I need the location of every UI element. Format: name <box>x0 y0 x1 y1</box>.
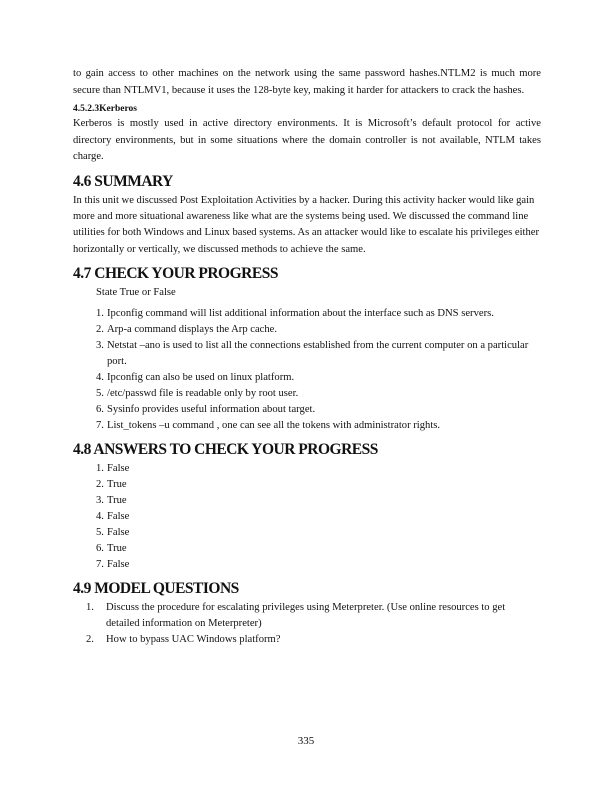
item-number: 5. <box>96 387 104 399</box>
item-text: False <box>107 558 130 570</box>
list-item <box>73 557 539 573</box>
item-number: 2. <box>86 633 94 645</box>
item-text: False <box>107 526 130 538</box>
item-text: Ipconfig command will list additional information about the interface such as DNS servers. <box>107 307 494 319</box>
item-text: Discuss the procedure for escalating privileges using Meterpreter. (Use online resources to get detailed information on Meterpreter) <box>106 601 506 629</box>
summary-paragraph: In this unit we discussed Post Exploitation Activities by a hacker. During this activity hacker would like gain more and more situational awareness like what are the systems being used. We discussed the command line utilities for both Windows and Linux based systems. As an attacker would like to escalate his privileges either horizontally or vertically, we discussed methods to achieve the same. <box>73 194 539 255</box>
item-number: 2. <box>96 323 104 335</box>
answers-list <box>73 461 541 573</box>
item-number: 1. <box>86 601 94 613</box>
list-item <box>73 338 539 370</box>
answers-heading: 4.8 ANSWERS TO CHECK YOUR PROGRESS <box>73 440 378 458</box>
list-item <box>73 477 539 493</box>
item-text: List_tokens –u command , one can see all the tokens with administrator rights. <box>107 419 441 431</box>
list-item <box>73 461 539 477</box>
item-text: Netstat –ano is used to list all the connections established from the current computer on a particular port. <box>107 339 529 367</box>
item-text: True <box>107 542 127 554</box>
page-number: 335 <box>297 735 315 747</box>
kerberos-paragraph: Kerberos is mostly used in active directory environments. It is Microsoft’s default protocol for active directory environments, but in some situations where the domain controller is not available, NTLM takes charge. <box>73 118 541 163</box>
list-item <box>73 418 539 434</box>
list-item <box>73 493 539 509</box>
summary-heading: 4.6 SUMMARY <box>73 172 173 190</box>
item-number: 6. <box>96 542 104 554</box>
model-questions-heading: 4.9 MODEL QUESTIONS <box>73 579 239 597</box>
item-text: /etc/passwd file is readable only by root user. <box>107 387 299 399</box>
item-text: Arp-a command displays the Arp cache. <box>107 323 278 335</box>
list-item <box>73 600 538 632</box>
item-number: 4. <box>96 371 104 383</box>
list-item <box>73 525 539 541</box>
check-progress-list <box>73 306 541 434</box>
list-item <box>73 322 539 338</box>
item-number: 7. <box>96 558 104 570</box>
item-number: 3. <box>96 494 104 506</box>
list-item <box>73 386 539 402</box>
intro-paragraph: to gain access to other machines on the network using the same password hashes.NTLM2 is much more secure than NTLMV1, because it uses the 128-byte key, making it harder for attackers to crack the hashes. <box>73 68 541 96</box>
item-text: True <box>107 494 127 506</box>
item-number: 3. <box>96 339 104 351</box>
list-item <box>73 509 539 525</box>
list-item <box>73 632 538 648</box>
item-number: 2. <box>96 478 104 490</box>
item-number: 1. <box>96 307 104 319</box>
check-progress-heading: 4.7 CHECK YOUR PROGRESS <box>73 264 278 282</box>
list-item <box>73 402 539 418</box>
page-body <box>73 66 541 648</box>
item-text: Sysinfo provides useful information about target. <box>107 403 316 415</box>
item-text: False <box>107 462 130 474</box>
list-item <box>73 370 539 386</box>
item-number: 6. <box>96 403 104 415</box>
item-text: True <box>107 478 127 490</box>
item-text: Ipconfig can also be used on linux platform. <box>107 371 295 383</box>
item-number: 5. <box>96 526 104 538</box>
item-number: 7. <box>96 419 104 431</box>
item-number: 4. <box>96 510 104 522</box>
item-number: 1. <box>96 462 104 474</box>
item-text: False <box>107 510 130 522</box>
item-text: How to bypass UAC Windows platform? <box>106 633 281 645</box>
check-progress-prompt: State True or False <box>96 286 176 298</box>
list-item <box>73 541 539 557</box>
kerberos-heading: 4.5.2.3Kerberos <box>73 104 137 115</box>
list-item <box>73 306 539 322</box>
model-questions-list <box>73 600 541 648</box>
